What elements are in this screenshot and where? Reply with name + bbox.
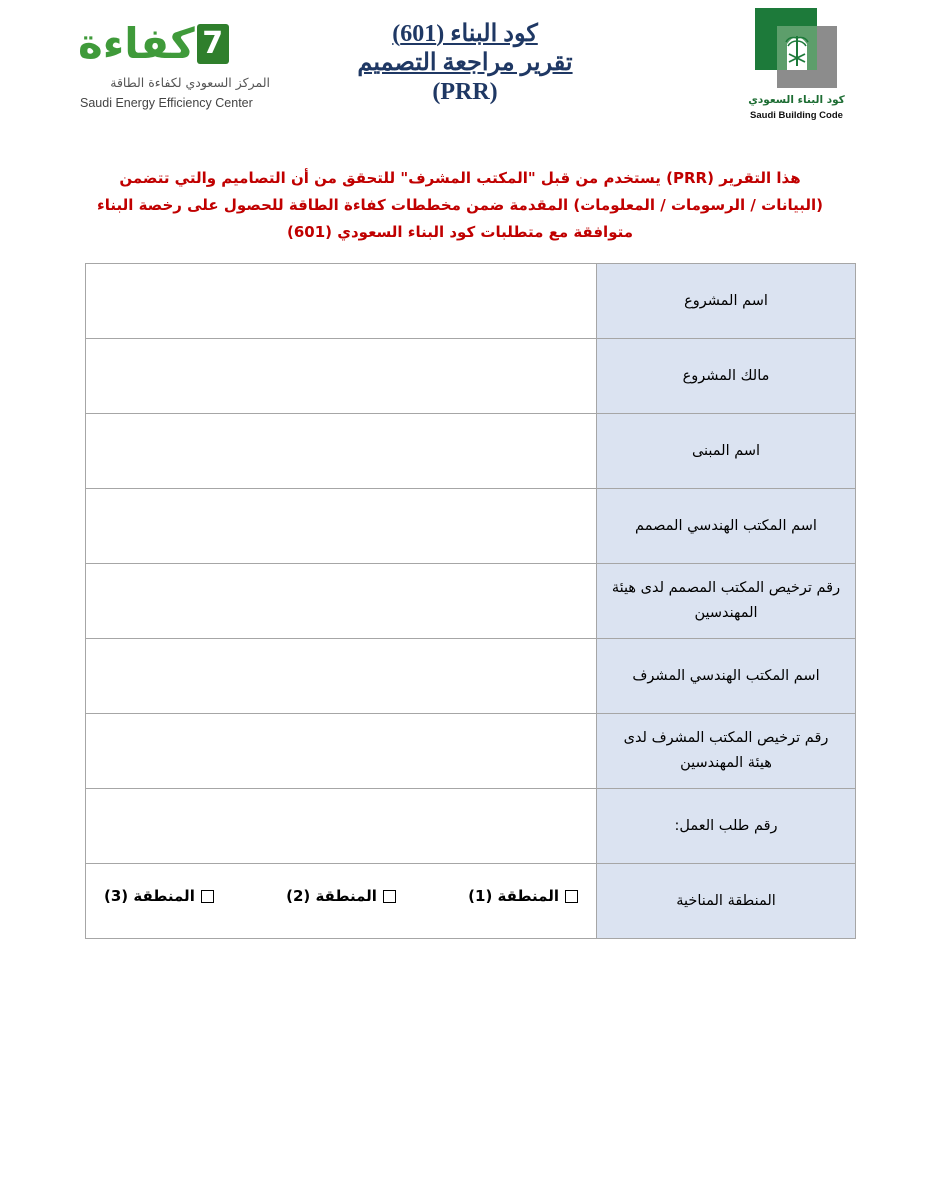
table-row	[86, 789, 856, 864]
sbc-logo	[744, 8, 849, 123]
table-row	[86, 639, 856, 714]
project-name-field[interactable]	[86, 264, 597, 339]
work-request-number-field[interactable]	[86, 789, 597, 864]
project-info-table	[85, 263, 856, 939]
table-row	[86, 564, 856, 639]
climate-zone-1-option[interactable]	[468, 887, 578, 905]
title-line-report: تقرير مراجعة التصميم	[357, 50, 573, 76]
climate-zone-2-option[interactable]	[286, 887, 396, 905]
seec-logo-mark	[78, 19, 229, 68]
building-code-emblem-icon	[755, 8, 837, 88]
project-name-label: اسم المشروع	[597, 264, 856, 339]
project-owner-label: مالك المشروع	[597, 339, 856, 414]
climate-zone-2-label: المنطقة (2)	[286, 887, 377, 905]
seec-seven-glyph-icon: 7	[197, 24, 229, 64]
climate-zone-3-label: المنطقة (3)	[104, 887, 195, 905]
table-row	[86, 414, 856, 489]
table-row	[86, 489, 856, 564]
seec-arabic-name: المركز السعودي لكفاءة الطاقة	[110, 75, 270, 90]
supervising-office-name-label: اسم المكتب الهندسي المشرف	[597, 639, 856, 714]
building-name-field[interactable]	[86, 414, 597, 489]
work-request-number-label: رقم طلب العمل:	[597, 789, 856, 864]
climate-zone-label: المنطقة المناخية	[597, 864, 856, 939]
table-row	[86, 714, 856, 789]
sbc-arabic-name: كود البناء السعودي	[748, 94, 845, 106]
checkbox-icon[interactable]	[201, 890, 214, 903]
supervising-office-name-field[interactable]	[86, 639, 597, 714]
supervising-office-license-label: رقم ترخيص المكتب المشرف لدى هيئة المهندسين	[597, 714, 856, 789]
design-office-name-label: اسم المكتب الهندسي المصمم	[597, 489, 856, 564]
page-title	[330, 20, 600, 107]
climate-zone-3-option[interactable]	[104, 887, 214, 905]
checkbox-icon[interactable]	[383, 890, 396, 903]
intro-paragraph: هذا التقرير (PRR) يستخدم من قبل "المكتب المشرف" للتحقق من أن التصاميم والتي تتضمن (البيانات / الرسومات / المعلومات) المقدمة ضمن مخططات كفاءة الطاقة للحصول على رخصة البناء متوافقة مع متطلبات كود البناء السعودي (601)	[97, 169, 823, 241]
table-row	[86, 264, 856, 339]
seec-english-name: Saudi Energy Efficiency Center	[80, 96, 253, 110]
sbc-english-name: Saudi Building Code	[750, 110, 843, 121]
design-office-license-field[interactable]	[86, 564, 597, 639]
building-name-label: اسم المبنى	[597, 414, 856, 489]
supervising-office-license-field[interactable]	[86, 714, 597, 789]
design-office-name-field[interactable]	[86, 489, 597, 564]
climate-zone-options	[86, 864, 597, 939]
table-row	[86, 339, 856, 414]
title-line-abbrev: (PRR)	[432, 79, 498, 105]
table-row	[86, 864, 856, 939]
checkbox-icon[interactable]	[565, 890, 578, 903]
seec-logo	[78, 20, 273, 110]
seec-wordmark: كفاءة	[78, 19, 195, 68]
project-owner-field[interactable]	[86, 339, 597, 414]
climate-zone-1-label: المنطقة (1)	[468, 887, 559, 905]
design-office-license-label: رقم ترخيص المكتب المصمم لدى هيئة المهندسين	[597, 564, 856, 639]
title-line-code: كود البناء (601)	[392, 21, 538, 47]
